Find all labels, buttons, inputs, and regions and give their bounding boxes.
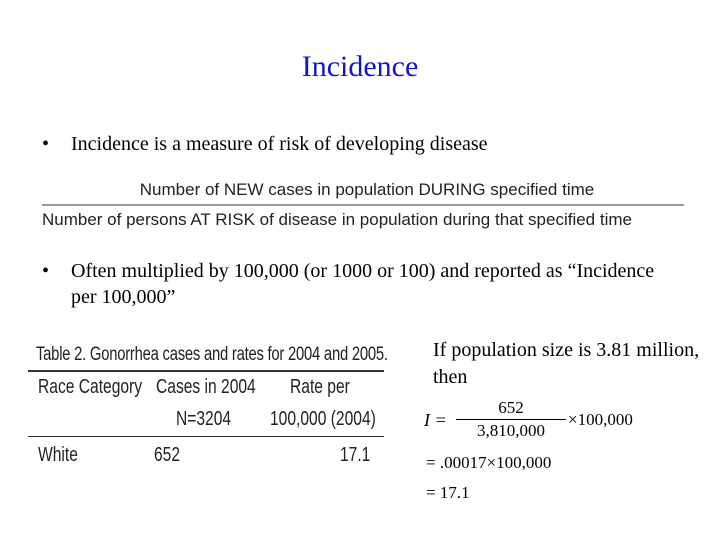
header-cell: Cases in 2004: [156, 376, 256, 398]
bullet-multiplier-note: [42, 258, 682, 310]
header-cell: Rate per: [290, 376, 350, 398]
table-cell: 17.1: [340, 444, 371, 466]
formula-denominator: Number of persons AT RISK of disease in population during that specified time: [42, 210, 632, 229]
page-title: Incidence: [301, 50, 419, 83]
equation-numerator: 652: [498, 398, 524, 417]
fraction-bar: [42, 204, 684, 206]
fraction-bar: [456, 419, 566, 420]
equation-denominator: 3,810,000: [477, 421, 545, 440]
bullet-text: Often multiplied by 100,000 (or 1000 or 100) and reported as “Incidence per 100,000”: [71, 260, 655, 308]
incidence-formula: [42, 179, 684, 231]
bullet-marker: •: [42, 260, 50, 282]
equation-result: = 17.1: [426, 483, 470, 502]
equation-lhs: I =: [424, 410, 447, 430]
table-cell: White: [38, 444, 78, 466]
header-cell: Race Category: [38, 376, 143, 398]
table-header-row: [28, 372, 384, 404]
table-row: [28, 437, 384, 473]
equation-fraction: [456, 398, 566, 441]
bullet-marker: •: [42, 133, 50, 155]
formula-numerator: Number of NEW cases in population DURING specified time: [139, 180, 595, 199]
header-cell: 100,000 (2004): [270, 408, 376, 430]
example-text: If population size is 3.81 million, then: [433, 339, 700, 388]
header-cell: N=3204: [176, 408, 232, 430]
table-header-row: [28, 404, 384, 436]
bullet-text: Incidence is a measure of risk of developing disease: [71, 133, 488, 155]
table-cell: 652: [154, 444, 181, 466]
gonorrhea-table: [28, 340, 388, 473]
bullet-incidence-definition: [42, 131, 682, 157]
table-caption: Table 2. Gonorrhea cases and rates for 2004 and 2005.: [36, 344, 388, 365]
equation-step: = .00017×100,000: [426, 453, 552, 472]
equation-multiplier: ×100,000: [568, 410, 633, 429]
